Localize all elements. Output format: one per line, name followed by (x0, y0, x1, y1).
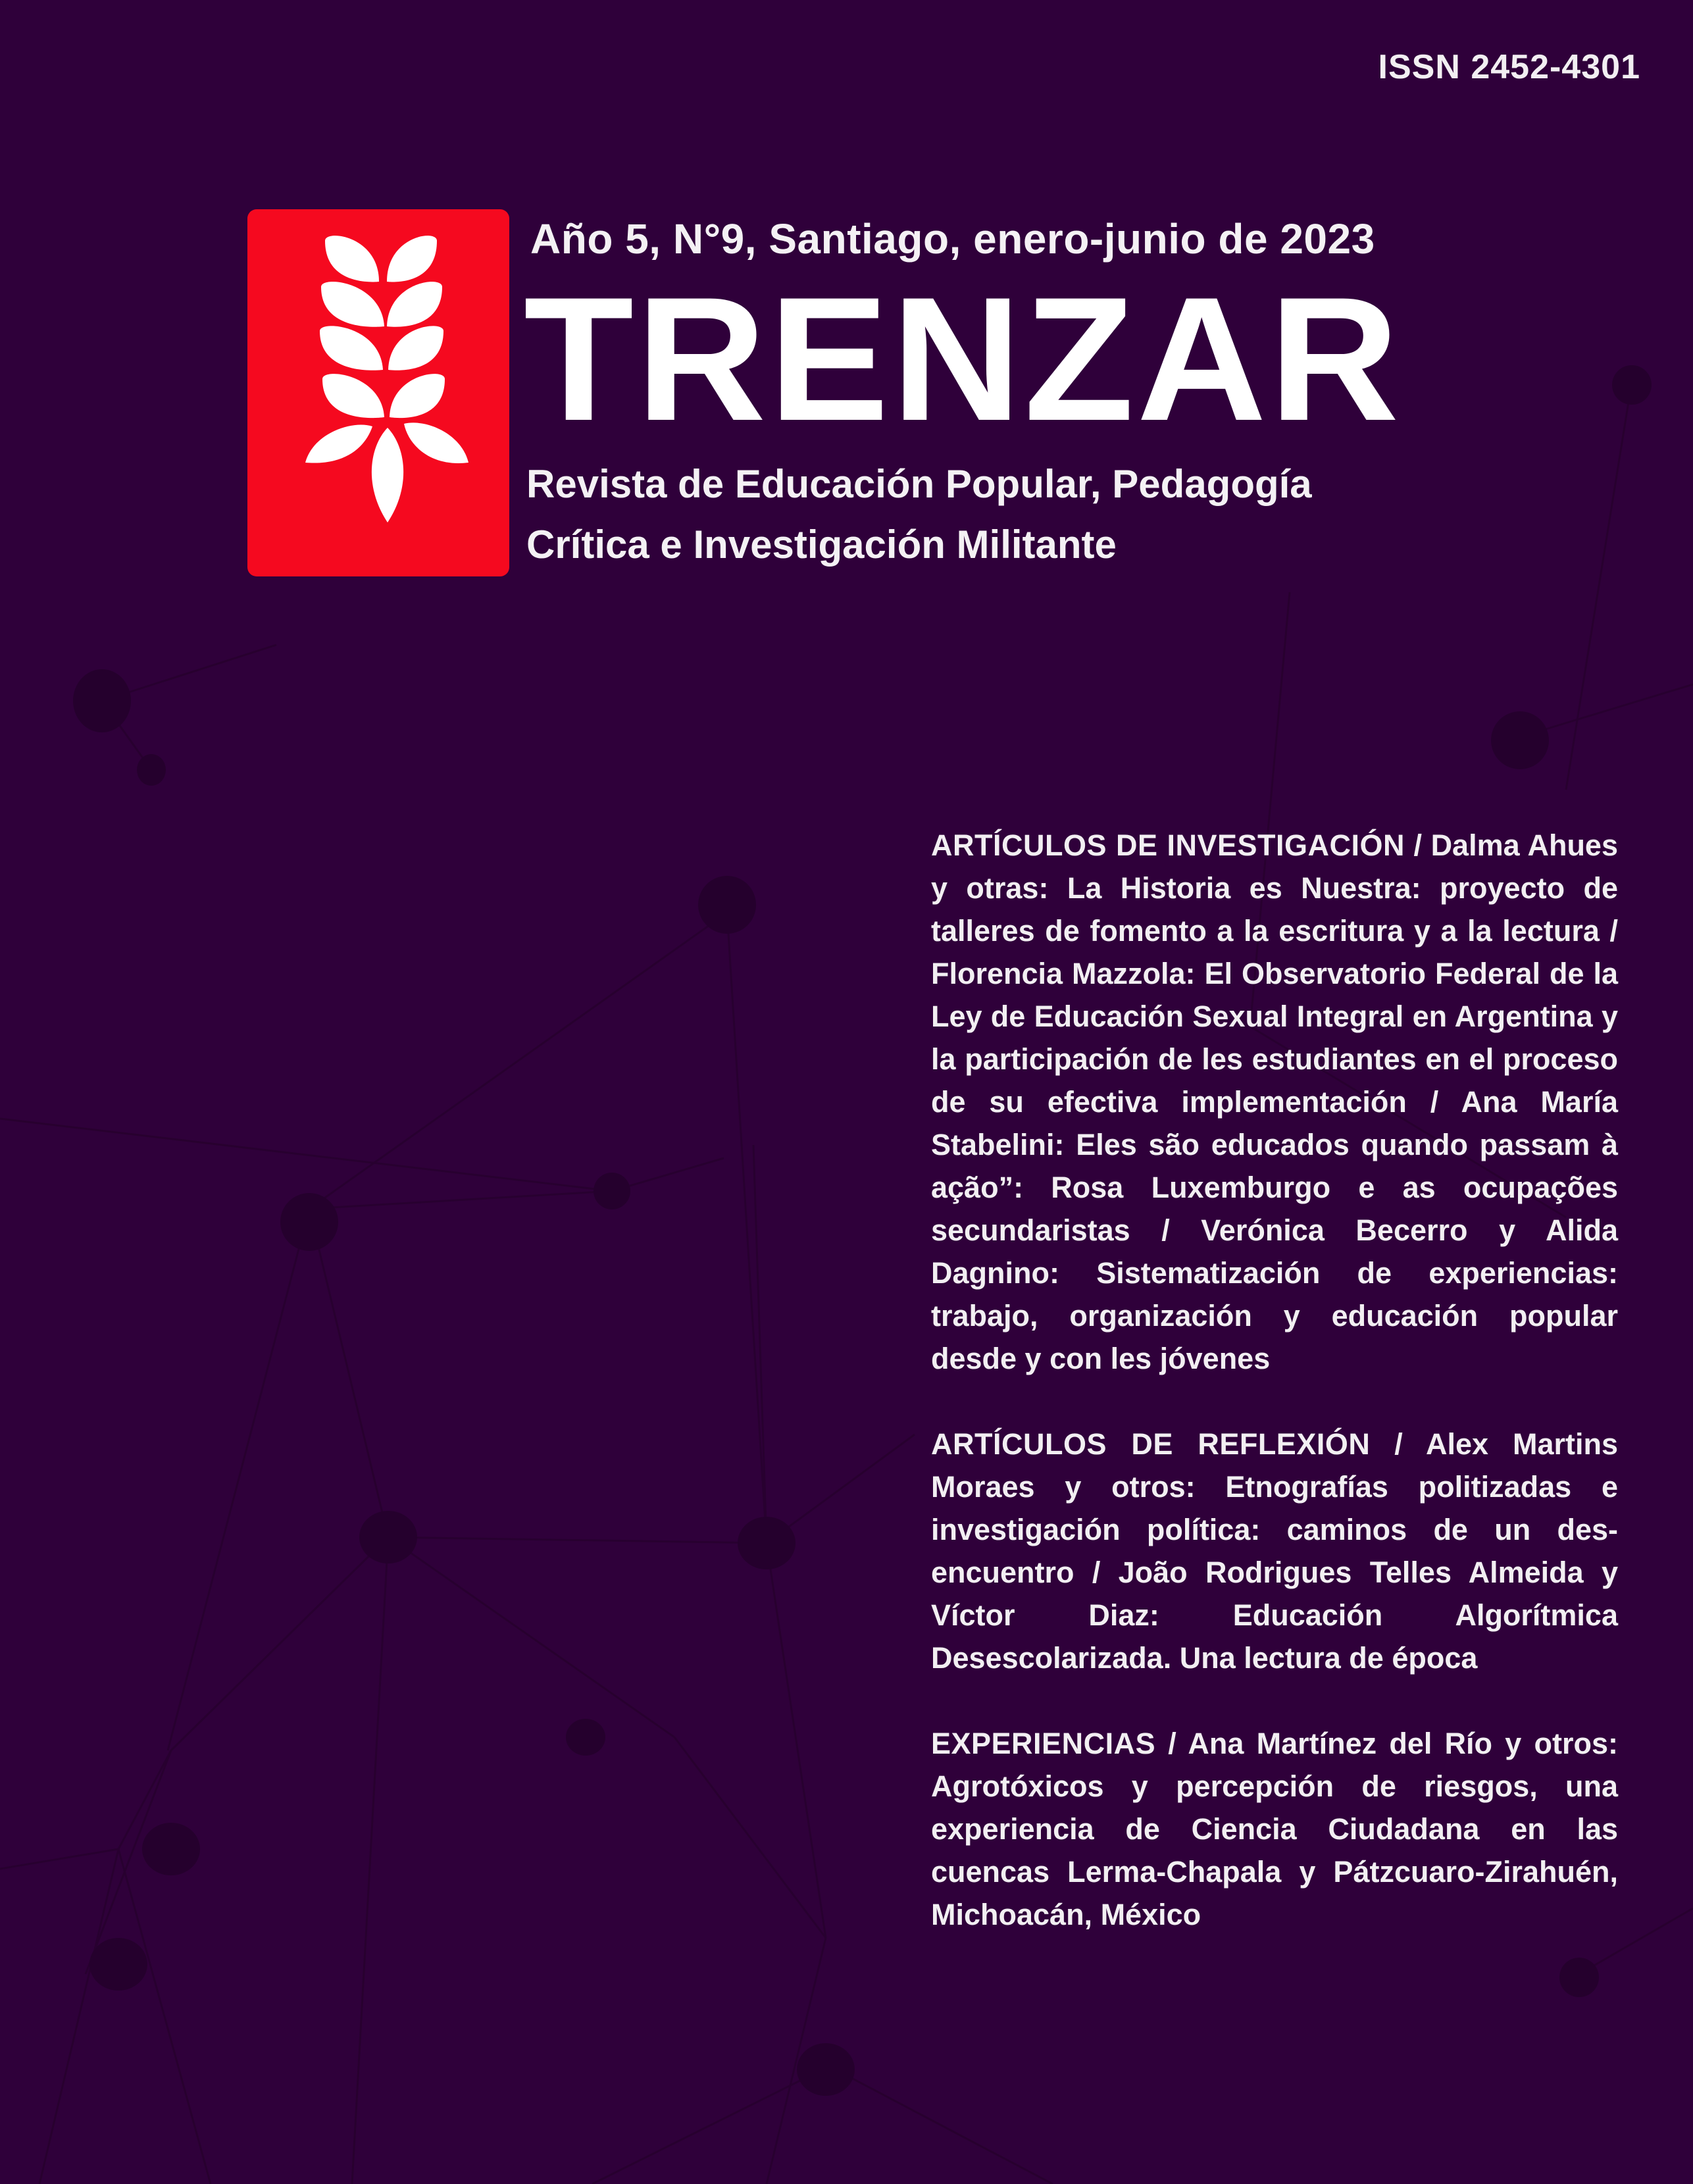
toc-section-reflexion (931, 1423, 1618, 1679)
wheat-stalk-icon (247, 209, 509, 576)
section-heading: EXPERIENCIAS (931, 1727, 1156, 1760)
journal-subtitle (526, 454, 1312, 575)
table-of-contents (931, 824, 1618, 1979)
subtitle-line-2: Crítica e Investigación Militante (526, 522, 1117, 567)
section-heading: ARTÍCULOS DE INVESTIGACIÓN (931, 828, 1405, 862)
toc-section-experiencias (931, 1722, 1618, 1936)
section-heading: ARTÍCULOS DE REFLEXIÓN (931, 1427, 1371, 1461)
section-body: Ana Martínez del Río y otros: Agrotóxicos y percepción de riesgos, una experiencia de Ciencia Ciudadana en las cuencas Lerma-Chapala y Pátzcuaro-Zirahuén, Michoacán, México (931, 1727, 1618, 1931)
journal-logo (247, 209, 509, 576)
toc-section-investigacion (931, 824, 1618, 1380)
journal-title: TRENZAR (524, 260, 1402, 457)
issn-label: ISSN 2452-4301 (1378, 48, 1640, 86)
subtitle-line-1: Revista de Educación Popular, Pedagogía (526, 462, 1312, 506)
section-body: Alex Martins Moraes y otros: Etnografías politizadas e investigación política: caminos de un desencuentro / João Rodrigues Telles Almeida y Víctor Diaz: Educación Algorítmica Desescolarizada. Una lectura de época (931, 1427, 1618, 1675)
section-body: Dalma Ahues y otras: La Historia es Nuestra: proyecto de talleres de fomento a la escritura y a la lectura / Florencia Mazzola: El Observatorio Federal de la Ley de Educación Sexual Integral en Argentina y la participación de les estudiantes en el proceso de su efectiva implementación / Ana María Stabelini: Eles são educados quando passam à ação”: Rosa Luxemburgo e as ocupações secundaristas / Verónica Becerro y Alida Dagnino: Sistematización de experiencias: trabajo, organización y educación popular desde y con les jóvenes (931, 828, 1618, 1375)
section-separator: / (1405, 828, 1431, 862)
section-separator: / (1370, 1427, 1426, 1461)
section-separator: / (1155, 1727, 1188, 1760)
issue-info: Año 5, N°9, Santiago, enero-junio de 2023 (530, 215, 1375, 263)
